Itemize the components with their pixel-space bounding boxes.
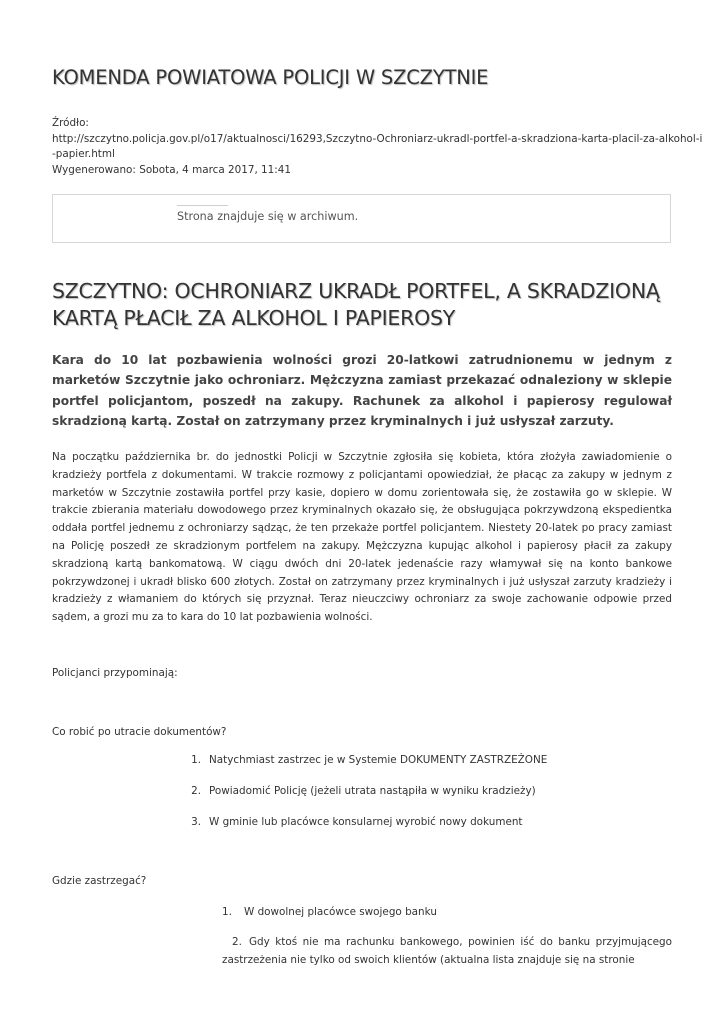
where-steps bbox=[222, 904, 672, 969]
article-lead: Kara do 10 lat pozbawienia wolności grozi 20-latkowi zatrudnionemu w jednym z marketów Szczytnie jako ochroniarz. Mężczyzna zamiast przekazać odnaleziony w sklepie portfel policjantom, poszedł na zakupy. Rachunek za alkohol i papierosy regulował skradzioną kartą. Został on zatrzymany przez kryminalnych i już usłyszał zarzuty. bbox=[52, 353, 672, 428]
article-title bbox=[52, 278, 692, 332]
reminder-heading: Policjanci przypominają: bbox=[52, 667, 178, 679]
list-item bbox=[222, 934, 672, 970]
source-url-line2[interactable]: -papier.html bbox=[52, 148, 115, 161]
where-question: Gdzie zastrzegać? bbox=[52, 875, 147, 887]
list-text: Gdy ktoś nie ma rachunku bankowego, powinien iść do banku przyjmującego zastrzeżenia nie tylko od swoich klientów (aktualna lista znajduje się na stronie bbox=[222, 935, 672, 966]
archive-divider bbox=[177, 205, 228, 206]
article-body: Na początku października br. do jednostki Policji w Szczytnie zgłosiła się kobieta, która złożyła zawiadomienie o kradzieży portfela z dokumentami. W trakcie rozmowy z policjantami opowiedział, że płacąc za zakupy w jednym z marketów w Szczytnie zostawiła portfel przy kasie, dopiero w domu zorientowała się, że zostawiła go w sklepie. W trakcie zbierania materiału dowodowego przez kryminalnych okazało się, że obsługująca pokrzywdzoną ekspedientka oddała portfel jednemu z ochroniarzy sądząc, że ten przekaże portfel policjantem. Niestety 20-latek po pracy zamiast na Policję poszedł ze skradzionym portfelem na zakupy. Mężczyzna kupując alkohol i papierosy płacił za zakupy skradzioną kartą bankomatową. W ciągu dwóch dni 20-latek jedenaście razy włamywał się na konto bankowe pokrzywdzonej i ukradł blisko 600 złotych. Został on zatrzymany przez kryminalnych i już usłyszał zarzuty kradzieży i kradzieży z włamaniem do których się przyznał. Teraz nieuczciwy ochroniarz za swoje zachowanie odpowie przed sądem, a grozi mu za to kara do 10 lat pozbawienia wolności. bbox=[52, 451, 672, 624]
list-text: Powiadomić Policję (jeżeli utrata nastąpiła w wyniku kradzieży) bbox=[209, 785, 536, 797]
list-number: 3. bbox=[191, 816, 201, 828]
list-number: 1. bbox=[222, 906, 232, 918]
list-number: 2. bbox=[232, 935, 242, 948]
article-title-line2: KARTĄ PŁACIŁ ZA ALKOHOL I PAPIEROSY bbox=[52, 306, 456, 330]
lost-docs-question: Co robić po utracie dokumentów? bbox=[52, 726, 227, 738]
article-title-line1: SZCZYTNO: OCHRONIARZ UKRADŁ PORTFEL, A SKRADZIONĄ bbox=[52, 279, 660, 303]
list-text: Natychmiast zastrzec je w Systemie DOKUMENTY ZASTRZEŻONE bbox=[209, 754, 548, 766]
header-title: KOMENDA POWIATOWA POLICJI W SZCZYTNIE bbox=[52, 66, 489, 89]
lost-docs-steps bbox=[176, 754, 547, 847]
list-item bbox=[176, 754, 547, 785]
source-label: Źródło: bbox=[52, 117, 89, 129]
list-item bbox=[222, 904, 672, 922]
list-item bbox=[176, 785, 547, 816]
archive-notice bbox=[52, 194, 671, 243]
generated-date: Wygenerowano: Sobota, 4 marca 2017, 11:41 bbox=[52, 164, 291, 177]
list-number: 2. bbox=[191, 785, 201, 797]
list-item bbox=[176, 816, 547, 847]
list-text: W gminie lub placówce konsularnej wyrobić nowy dokument bbox=[209, 816, 523, 828]
list-text: W dowolnej placówce swojego banku bbox=[244, 906, 437, 918]
source-info bbox=[52, 116, 703, 179]
archive-text: Strona znajduje się w archiwum. bbox=[177, 210, 359, 223]
list-number: 1. bbox=[191, 754, 201, 766]
source-url-line1[interactable]: http://szczytno.policja.gov.pl/o17/aktualnosci/16293,Szczytno-Ochroniarz-ukradl-portfel-a-skradziona-karta-placil-za-alkohol-i bbox=[52, 132, 703, 145]
